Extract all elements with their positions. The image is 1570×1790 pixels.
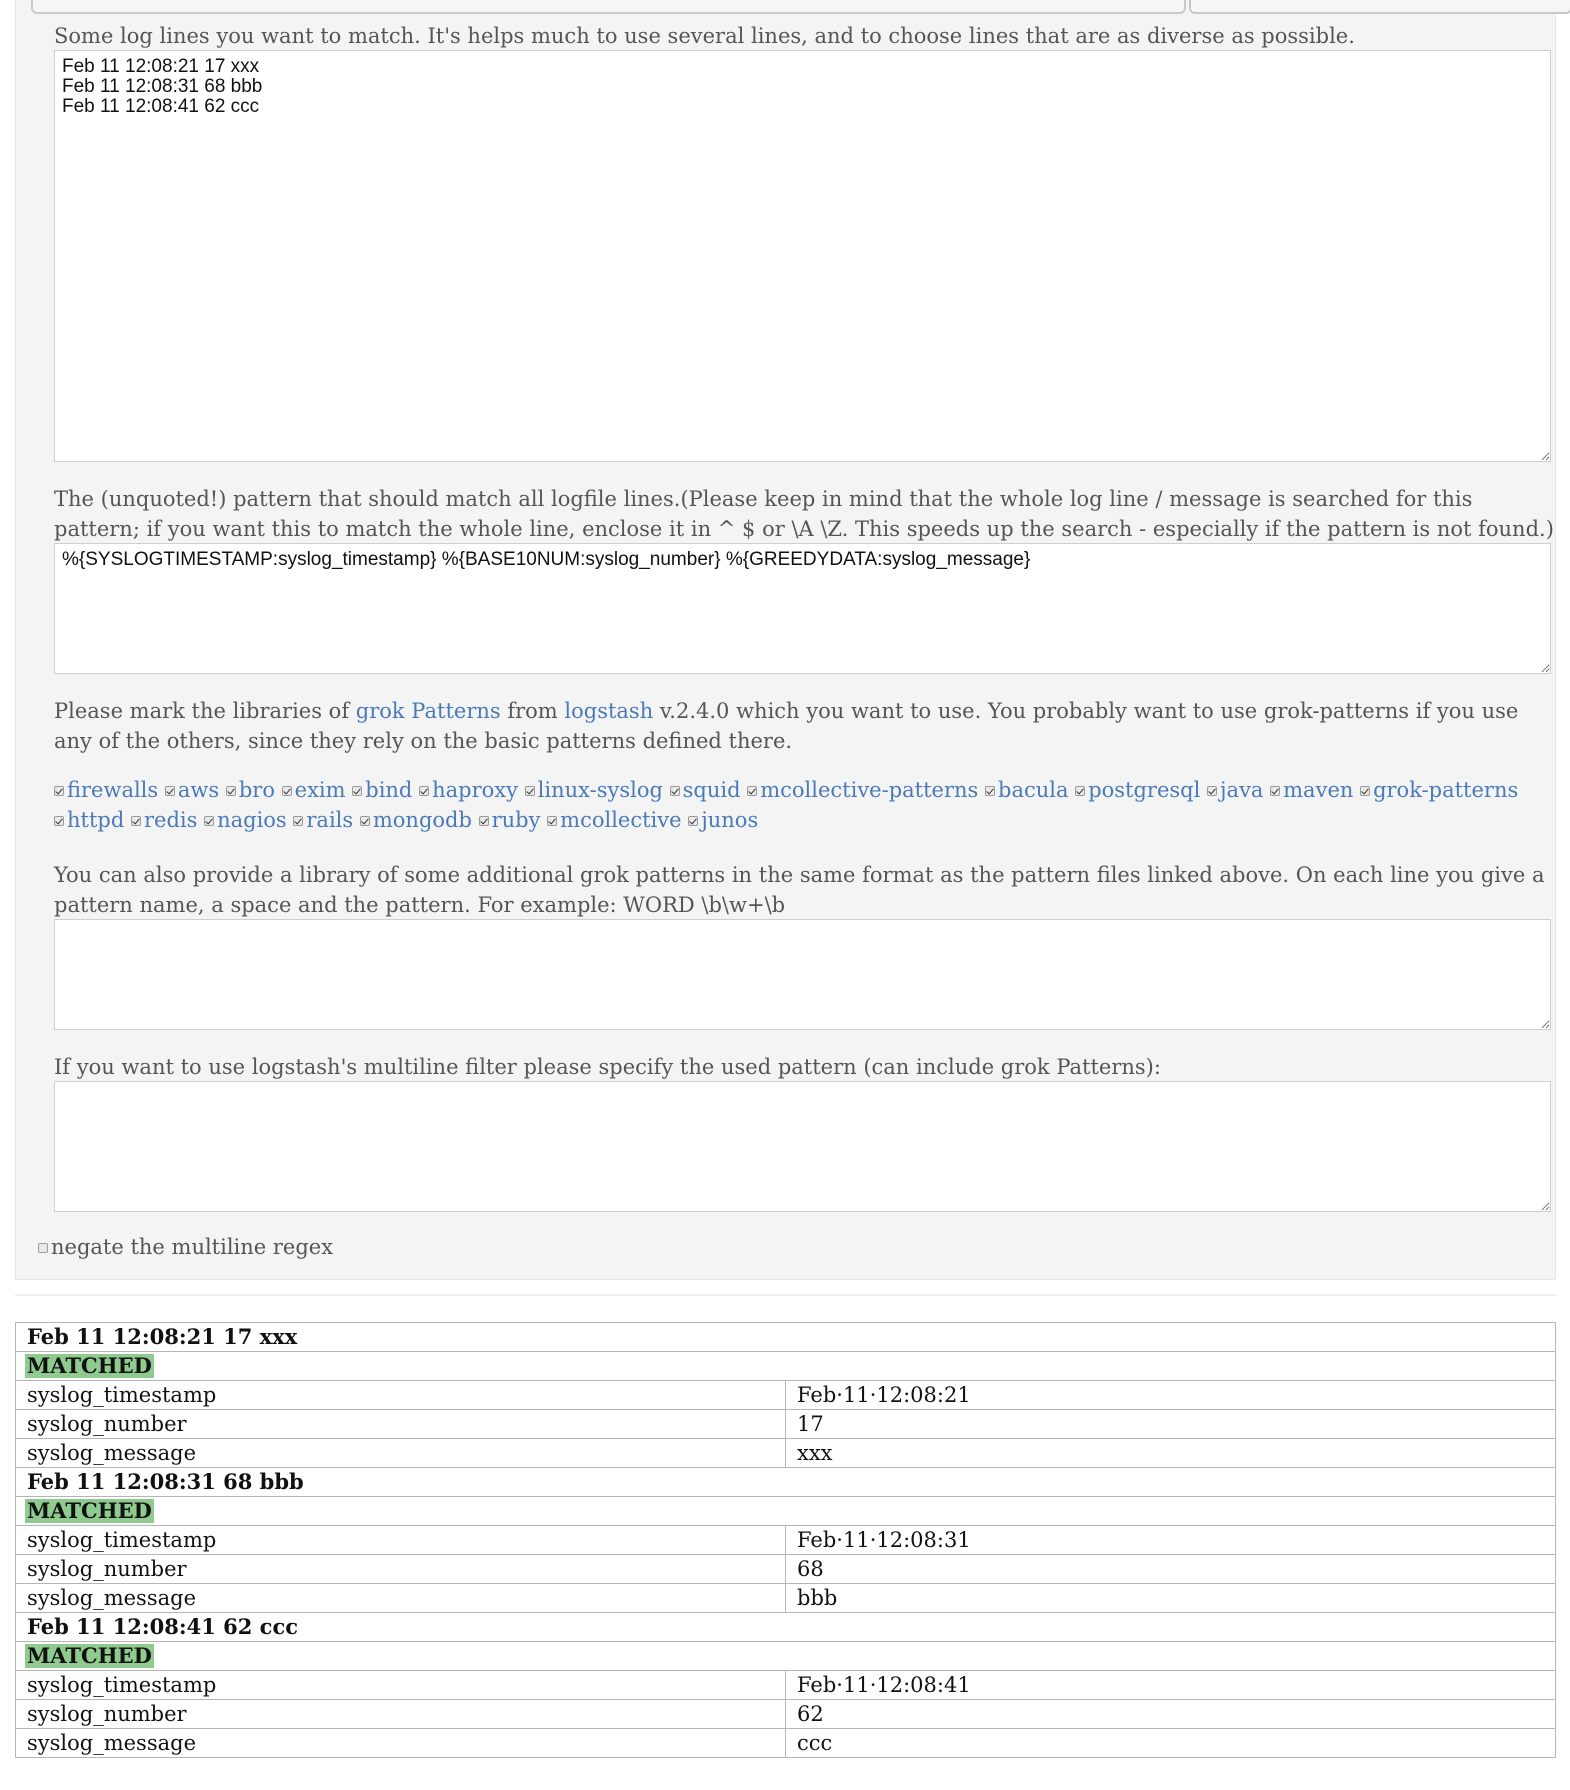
library-item-maven[interactable]	[1270, 778, 1353, 802]
field-value: xxx	[786, 1439, 1556, 1468]
result-line-row	[16, 1323, 1556, 1352]
library-link[interactable]: postgresql	[1088, 778, 1201, 802]
library-link[interactable]: mongodb	[372, 808, 472, 832]
library-checkbox[interactable]	[226, 786, 236, 796]
pattern-label: The (unquoted!) pattern that should match all logfile lines.(Please keep in mind that the whole log line / message is searched for this pattern; if you want this to match the whole line, enclose it in ^ $ or \A \Z. This speeds up the search - especially if the pattern is not found.)	[54, 487, 1554, 541]
library-checkbox[interactable]	[525, 786, 535, 796]
library-checkbox[interactable]	[165, 786, 175, 796]
field-name: syslog_message	[16, 1439, 786, 1468]
result-line-text: Feb 11 12:08:21 17 xxx	[16, 1323, 1556, 1352]
library-item-postgresql[interactable]	[1075, 778, 1200, 802]
library-link[interactable]: rails	[306, 808, 354, 832]
library-item-httpd[interactable]	[54, 808, 124, 832]
library-item-junos[interactable]	[688, 808, 758, 832]
result-field-row	[16, 1555, 1556, 1584]
extra-patterns-label: You can also provide a library of some additional grok patterns in the same format as the pattern files linked above. On each line you give a pattern name, a space and the pattern. For example: WORD \b\w+\b	[54, 863, 1545, 917]
library-item-rails[interactable]	[293, 808, 353, 832]
library-checkbox[interactable]	[985, 786, 995, 796]
result-field-row	[16, 1439, 1556, 1468]
library-item-mcollective[interactable]	[547, 808, 681, 832]
library-link[interactable]: redis	[143, 808, 198, 832]
library-checkbox[interactable]	[54, 816, 64, 826]
library-checkbox[interactable]	[1360, 786, 1370, 796]
library-checkbox[interactable]	[131, 816, 141, 826]
library-item-ruby[interactable]	[479, 808, 541, 832]
pattern-textarea[interactable]	[54, 543, 1551, 674]
library-checkbox[interactable]	[688, 816, 698, 826]
logstash-link[interactable]: logstash	[564, 699, 654, 723]
library-checkbox[interactable]	[1270, 786, 1280, 796]
result-line-row	[16, 1613, 1556, 1642]
field-name: syslog_message	[16, 1584, 786, 1613]
library-link[interactable]: bacula	[998, 778, 1069, 802]
library-link[interactable]: bind	[365, 778, 413, 802]
library-link[interactable]: aws	[177, 778, 220, 802]
library-link[interactable]: exim	[294, 778, 346, 802]
matched-badge: MATCHED	[27, 1643, 152, 1668]
result-status-row	[16, 1642, 1556, 1671]
field-value: ccc	[786, 1729, 1556, 1758]
library-item-java[interactable]	[1207, 778, 1263, 802]
result-status-row	[16, 1352, 1556, 1381]
field-value: bbb	[786, 1584, 1556, 1613]
negate-label: negate the multiline regex	[51, 1235, 334, 1259]
result-field-row	[16, 1410, 1556, 1439]
multiline-label: If you want to use logstash's multiline filter please specify the used pattern (can include grok Patterns):	[54, 1055, 1161, 1079]
library-item-aws[interactable]	[165, 778, 219, 802]
library-link[interactable]: haproxy	[432, 778, 518, 802]
libraries-intro-text-3: v.2.4.0 which you want to use. You probably want to use grok-patterns if you use any of the others, since they rely on the basic patterns defined there.	[54, 699, 1519, 753]
result-line-text: Feb 11 12:08:31 68 bbb	[16, 1468, 1556, 1497]
library-link[interactable]: mcollective	[560, 808, 682, 832]
field-value: Feb·11·12:08:31	[786, 1526, 1556, 1555]
library-item-mcollective-patterns[interactable]	[747, 778, 978, 802]
field-name: syslog_message	[16, 1729, 786, 1758]
result-field-row	[16, 1729, 1556, 1758]
library-link[interactable]: httpd	[67, 808, 125, 832]
divider	[15, 1294, 1556, 1296]
library-checkbox[interactable]	[479, 816, 489, 826]
library-link[interactable]: java	[1220, 778, 1264, 802]
field-name: syslog_number	[16, 1555, 786, 1584]
library-checkbox[interactable]	[54, 786, 64, 796]
result-line-text: Feb 11 12:08:41 62 ccc	[16, 1613, 1556, 1642]
library-item-exim[interactable]	[282, 778, 346, 802]
library-link[interactable]: bro	[238, 778, 275, 802]
result-field-row	[16, 1671, 1556, 1700]
field-name: syslog_timestamp	[16, 1671, 786, 1700]
loglines-textarea[interactable]	[54, 50, 1551, 462]
field-value: 68	[786, 1555, 1556, 1584]
matched-badge: MATCHED	[27, 1353, 152, 1378]
library-checkbox-list	[54, 775, 1554, 835]
top-left-button[interactable]	[31, 0, 1186, 14]
library-item-squid[interactable]	[670, 778, 741, 802]
library-item-nagios[interactable]	[204, 808, 287, 832]
library-checkbox[interactable]	[1207, 786, 1217, 796]
library-checkbox[interactable]	[293, 816, 303, 826]
library-checkbox[interactable]	[1075, 786, 1085, 796]
libraries-intro-text-2: from	[500, 699, 565, 723]
library-link[interactable]: squid	[682, 778, 741, 802]
field-name: syslog_number	[16, 1700, 786, 1729]
library-checkbox[interactable]	[670, 786, 680, 796]
library-item-bind[interactable]	[352, 778, 412, 802]
libraries-intro	[54, 696, 1554, 756]
library-checkbox[interactable]	[747, 786, 757, 796]
grok-form-panel	[15, 0, 1556, 1280]
result-field-row	[16, 1584, 1556, 1613]
field-value: 62	[786, 1700, 1556, 1729]
library-checkbox[interactable]	[419, 786, 429, 796]
grok-patterns-link[interactable]: grok Patterns	[355, 699, 501, 723]
field-value: Feb·11·12:08:21	[786, 1381, 1556, 1410]
field-name: syslog_timestamp	[16, 1381, 786, 1410]
library-item-haproxy[interactable]	[419, 778, 518, 802]
library-checkbox[interactable]	[547, 816, 557, 826]
library-link[interactable]: firewalls	[67, 778, 159, 802]
field-name: syslog_number	[16, 1410, 786, 1439]
library-item-bro[interactable]	[226, 778, 275, 802]
multiline-textarea[interactable]	[54, 1081, 1551, 1212]
library-item-bacula[interactable]	[985, 778, 1069, 802]
top-right-button[interactable]	[1189, 0, 1570, 14]
field-value: Feb·11·12:08:41	[786, 1671, 1556, 1700]
field-name: syslog_timestamp	[16, 1526, 786, 1555]
results-table	[15, 1322, 1556, 1758]
result-field-row	[16, 1381, 1556, 1410]
library-link[interactable]: junos	[701, 808, 759, 832]
negate-checkbox[interactable]	[38, 1243, 48, 1253]
result-line-row	[16, 1468, 1556, 1497]
libraries-intro-text-1: Please mark the libraries of	[54, 699, 356, 723]
library-link[interactable]: maven	[1283, 778, 1354, 802]
result-status-row	[16, 1497, 1556, 1526]
result-field-row	[16, 1526, 1556, 1555]
library-item-firewalls[interactable]	[54, 778, 158, 802]
library-checkbox[interactable]	[204, 816, 214, 826]
result-field-row	[16, 1700, 1556, 1729]
library-item-grok-patterns[interactable]	[1360, 778, 1518, 802]
library-link[interactable]: grok-patterns	[1373, 778, 1519, 802]
library-checkbox[interactable]	[352, 786, 362, 796]
loglines-label: Some log lines you want to match. It's helps much to use several lines, and to choose lines that are as diverse as possible.	[54, 24, 1355, 48]
library-link[interactable]: linux-syslog	[537, 778, 663, 802]
library-checkbox[interactable]	[282, 786, 292, 796]
library-checkbox[interactable]	[360, 816, 370, 826]
library-link[interactable]: nagios	[217, 808, 287, 832]
library-link[interactable]: ruby	[491, 808, 541, 832]
library-item-redis[interactable]	[131, 808, 197, 832]
matched-badge: MATCHED	[27, 1498, 152, 1523]
field-value: 17	[786, 1410, 1556, 1439]
library-link[interactable]: mcollective-patterns	[760, 778, 979, 802]
negate-multiline-option[interactable]	[38, 1232, 333, 1262]
library-item-mongodb[interactable]	[360, 808, 472, 832]
library-item-linux-syslog[interactable]	[525, 778, 663, 802]
extra-patterns-textarea[interactable]	[54, 919, 1551, 1030]
